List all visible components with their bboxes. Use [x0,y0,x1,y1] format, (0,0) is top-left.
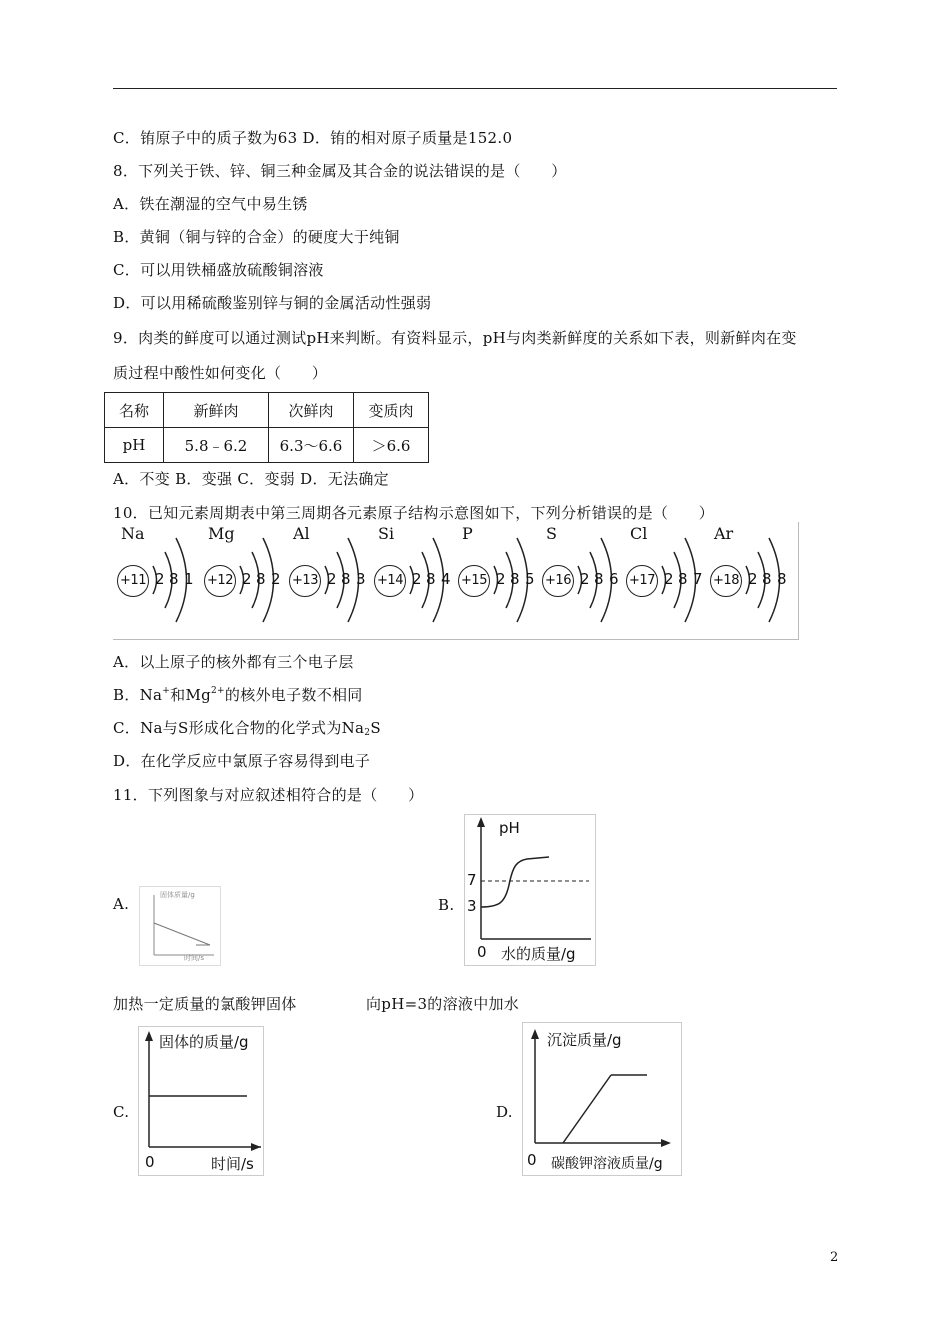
origin-label: 0 [477,943,487,961]
caption-a: 加热一定质量的氯酸钾固体 [113,995,297,1013]
q8-option-c: C．可以用铁桶盛放硫酸铜溶液 [113,261,324,279]
option-text: B．Na [113,686,163,704]
atomic-structure-diagrams [113,522,799,640]
graph-d [522,1022,682,1176]
q10-stem: 10．已知元素周期表中第三周期各元素原子结构示意图如下，下列分析错误的是（ ） [113,504,715,522]
element-symbol: Mg [208,524,235,543]
q10-option-d: D．在化学反应中氯原子容易得到电子 [113,752,371,770]
electron-count: 8 [341,570,351,588]
atom-diagram-p [454,522,544,639]
electron-count: 5 [525,570,535,588]
table-cell: 6.3～6.6 [269,428,354,463]
electron-count: 2 [242,570,252,588]
q10-option-b [113,685,363,705]
table-cell: 次鲜肉 [269,393,354,428]
option-text: 和Mg [170,686,212,704]
electron-count: 2 [496,570,506,588]
electron-count: 1 [184,570,194,588]
electron-count: 8 [678,570,688,588]
electron-count: 2 [580,570,590,588]
element-symbol: Cl [630,524,648,543]
q11-label-c: C. [113,1103,130,1121]
graph-b [464,814,596,966]
electron-count: 8 [256,570,266,588]
graph-a-thumbnail [139,886,221,966]
table-cell: 5.8﹣6.2 [164,428,269,463]
table-row [105,428,429,463]
atom-diagram-si [370,522,460,639]
table-cell: ＞6.6 [354,428,429,463]
header-rule [113,88,837,89]
nucleus: +18 [710,565,742,597]
q8-option-a: A．铁在潮湿的空气中易生锈 [113,195,308,213]
ph-freshness-table [104,392,429,463]
element-symbol: P [462,524,473,543]
y-axis-label: 沉淀质量/g [547,1031,622,1049]
q10-option-a: A．以上原子的核外都有三个电子层 [113,653,354,671]
q8-option-b: B．黄铜（铜与锌的合金）的硬度大于纯铜 [113,228,400,246]
q9-stem-line2: 质过程中酸性如何变化（ ） [113,364,328,382]
q11-stem: 11．下列图象与对应叙述相符合的是（ ） [113,786,424,804]
origin-label: 0 [145,1153,155,1171]
electron-count: 3 [356,570,366,588]
electron-count: 8 [594,570,604,588]
electron-count: 2 [748,570,758,588]
element-symbol: S [546,524,557,543]
caption-b: 向pH=3的溶液中加水 [366,995,520,1013]
formula-subscript: 2 [364,728,371,738]
element-symbol: Ar [714,524,734,543]
nucleus: +17 [626,565,658,597]
nucleus: +12 [204,565,236,597]
electron-count: 8 [426,570,436,588]
y-axis-label: 固体质量/g [160,891,195,899]
y-tick-7: 7 [467,871,477,889]
nucleus: +13 [289,565,321,597]
element-symbol: Si [378,524,395,543]
charge-superscript: + [162,686,171,696]
x-axis-label: 时间/s [211,1155,254,1173]
nucleus: +14 [374,565,406,597]
x-axis-label: 时间/s [184,954,205,962]
table-cell: 新鲜肉 [164,393,269,428]
q9-options: A．不变 B．变强 C．变弱 D．无法确定 [113,470,389,488]
atom-diagram-cl [622,522,712,639]
nucleus: +11 [117,565,149,597]
y-tick-3: 3 [467,897,477,915]
atom-diagram-ar [706,522,796,639]
electron-count: 2 [664,570,674,588]
table-header-row [105,393,429,428]
element-symbol: Na [121,524,145,543]
atom-diagram-na [113,522,203,639]
atom-diagram-s [538,522,628,639]
origin-label: 0 [527,1151,537,1169]
option-text: 的核外电子数不相同 [224,686,363,704]
electron-count: 8 [169,570,179,588]
x-axis-label: 碳酸钾溶液质量/g [551,1156,663,1172]
q11-label-a: A. [113,895,130,913]
option-text: C．Na与S形成化合物的化学式为Na [113,719,365,737]
element-symbol: Al [293,524,310,543]
q7-option-cd: C．铕原子中的质子数为63 D．铕的相对原子质量是152.0 [113,129,513,147]
q11-label-b: B. [438,896,455,914]
x-axis-label: 水的质量/g [501,945,576,963]
y-axis-label: 固体的质量/g [159,1033,249,1051]
page-number: 2 [830,1250,839,1265]
q9-stem-line1: 9．肉类的鲜度可以通过测试pH来判断。有资料显示，pH与肉类新鲜度的关系如下表，则新鲜肉在变 [113,329,797,347]
electron-count: 8 [510,570,520,588]
nucleus: +15 [458,565,490,597]
charge-superscript: 2+ [211,686,225,696]
option-text: S [370,719,381,737]
q8-option-d: D．可以用稀硫酸鉴别锌与铜的金属活动性强弱 [113,294,432,312]
graph-c [138,1026,264,1176]
electron-count: 4 [441,570,451,588]
electron-count: 2 [412,570,422,588]
electron-count: 2 [271,570,281,588]
electron-count: 2 [327,570,337,588]
q10-option-c [113,718,381,738]
electron-count: 8 [777,570,787,588]
atom-diagram-al [285,522,375,639]
table-cell: 名称 [105,393,164,428]
y-axis-label: pH [499,819,520,837]
table-cell: pH [105,428,164,463]
electron-count: 6 [609,570,619,588]
electron-count: 2 [155,570,165,588]
q8-stem: 8．下列关于铁、锌、铜三种金属及其合金的说法错误的是（ ） [113,162,567,180]
atom-diagram-mg [200,522,290,639]
q11-label-d: D. [496,1103,513,1121]
table-cell: 变质肉 [354,393,429,428]
electron-count: 8 [762,570,772,588]
electron-count: 7 [693,570,703,588]
nucleus: +16 [542,565,574,597]
